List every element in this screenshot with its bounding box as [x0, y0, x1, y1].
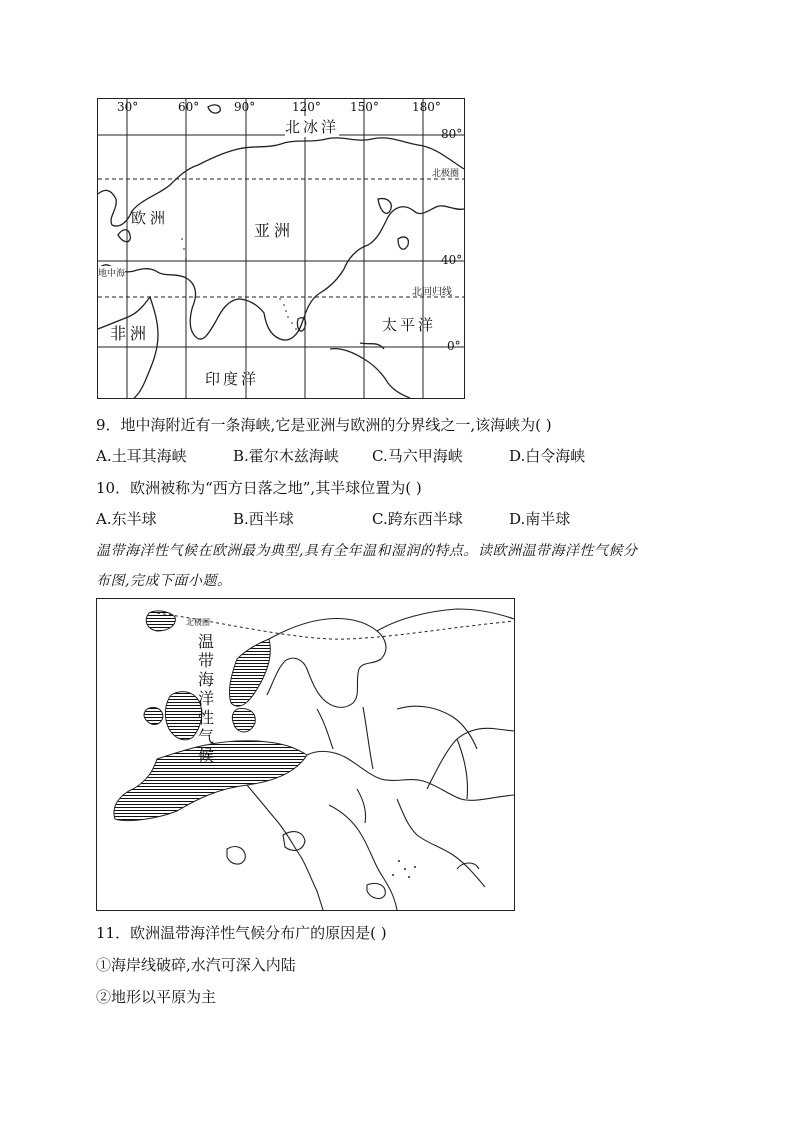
- q10-option-b[interactable]: B.西半球: [233, 510, 294, 528]
- intro-line-1: 温带海洋性气候在欧洲最为典型,具有全年温和湿润的特点。读欧洲温带海洋性气候分: [96, 543, 638, 559]
- vertical-char-6: 气: [197, 727, 214, 746]
- lon-label-60: 60°: [178, 100, 200, 114]
- vertical-char-3: 海: [197, 670, 214, 689]
- tropic-cancer-label: 北回归线: [412, 287, 452, 298]
- indian-ocean-label: 印度洋: [205, 370, 260, 388]
- q9-option-a[interactable]: A.土耳其海峡: [96, 447, 187, 465]
- question-11: 11．欧洲温带海洋性气候分布广的原因是( ): [96, 924, 387, 942]
- map2-arctic-circle-label: 北极圈: [186, 618, 210, 627]
- q11-item-2: ②地形以平原为主: [96, 988, 217, 1006]
- africa-label: 非洲: [110, 324, 151, 343]
- q9-option-b[interactable]: B.霍尔木兹海峡: [233, 447, 339, 465]
- pacific-label: 太平洋: [382, 316, 437, 334]
- mediterranean-label: 地中海: [98, 266, 125, 279]
- lon-label-120: 120°: [292, 100, 321, 114]
- lon-label-150: 150°: [350, 100, 379, 114]
- lat-label-80: 80°: [441, 127, 463, 141]
- lon-label-90: 90°: [234, 100, 256, 114]
- vertical-char-1: 温: [197, 632, 214, 651]
- question-9: 9．地中海附近有一条海峡,它是亚洲与欧洲的分界线之一,该海峡为( ): [96, 416, 552, 434]
- q9-option-d[interactable]: D.白令海峡: [509, 447, 586, 465]
- vertical-char-7: 候: [197, 746, 214, 765]
- q9-option-c[interactable]: C.马六甲海峡: [372, 447, 463, 465]
- intro-line-2: 布图,完成下面小题。: [96, 573, 232, 589]
- lon-label-30: 30°: [117, 100, 139, 114]
- lon-label-180: 180°: [412, 100, 441, 114]
- vertical-char-2: 带: [197, 651, 214, 670]
- asia-label: 亚洲: [254, 221, 295, 240]
- asia-map: [97, 98, 465, 399]
- asia-map-drawing: [98, 99, 464, 398]
- vertical-char-4: 洋: [197, 689, 214, 708]
- arctic-ocean-label: 北冰洋: [285, 118, 340, 136]
- q10-option-a[interactable]: A.东半球: [96, 510, 157, 528]
- europe-map-drawing: [97, 599, 514, 910]
- europe-climate-map: [96, 598, 515, 911]
- europe-label: 欧洲: [131, 209, 170, 227]
- q10-option-d[interactable]: D.南半球: [509, 510, 571, 528]
- oceanic-climate-vertical-label: [196, 632, 216, 765]
- arctic-circle-label: 北极圈: [432, 169, 460, 179]
- vertical-char-5: 性: [197, 708, 214, 727]
- lat-label-40: 40°: [441, 253, 463, 267]
- question-10: 10．欧洲被称为“西方日落之地”,其半球位置为( ): [96, 479, 422, 497]
- lat-label-0: 0°: [447, 339, 461, 353]
- q11-item-1: ①海岸线破碎,水汽可深入内陆: [96, 956, 296, 974]
- q10-option-c[interactable]: C.跨东西半球: [372, 510, 463, 528]
